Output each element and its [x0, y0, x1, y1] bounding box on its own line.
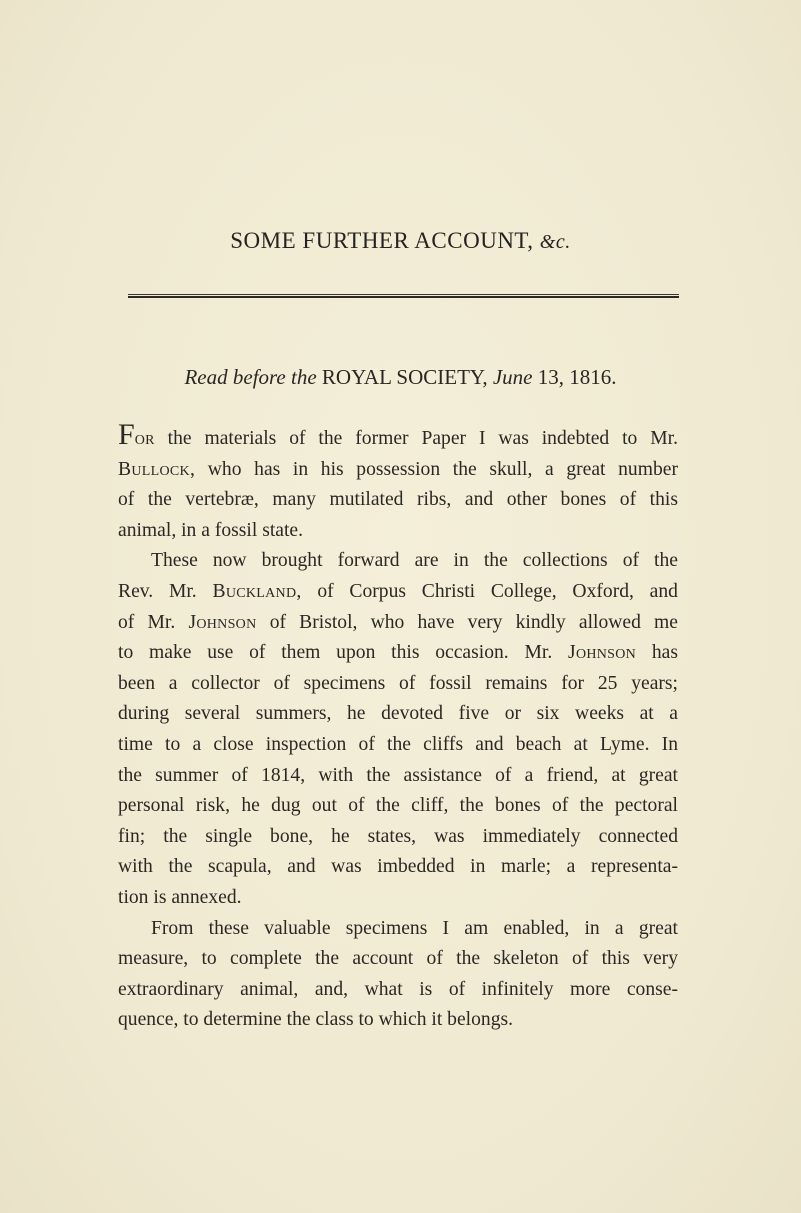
paragraph-2-line-7: time to a close inspection of the cliffs and beach at Lyme. In [118, 733, 678, 755]
paragraph-2-line-6: during several summers, he devoted five or six weeks at a [118, 703, 678, 725]
read-date-rest: 13, 1816. [537, 365, 617, 389]
page-heading [0, 228, 801, 254]
paragraph-1-line-1: For the materials of the former Paper I was indebted to Mr. [118, 418, 678, 451]
heading-etc: &c. [539, 231, 571, 253]
paragraph-2-line-3: of Mr. Johnson of Bristol, who have very kindly allowed me [118, 611, 678, 633]
paragraph-3-line-3: extraordinary animal, and, what is of infinitely more conse- [118, 978, 678, 1000]
paragraph-2-line-4: to make use of them upon this occasion. Mr. Johnson has [118, 642, 678, 664]
paragraph-2-line-12: tion is annexed. [118, 886, 242, 908]
paragraph-3-line-2: measure, to complete the account of the skeleton of this very [118, 948, 678, 970]
paragraph-1-line-2: Bullock, who has in his possession the skull, a great number [118, 458, 678, 480]
paragraph-2-line-9: personal risk, he dug out of the cliff, the bones of the pectoral [118, 795, 678, 817]
paragraph-2-line-8: the summer of 1814, with the assistance of a friend, at great [118, 764, 678, 786]
paragraph-2-line-1: These now brought forward are in the collections of the [151, 550, 678, 572]
read-before-prefix: Read before the [184, 365, 317, 389]
paragraph-2-line-10: fin; the single bone, he states, was immediately connected [118, 825, 678, 847]
heading-rule-thick [128, 296, 679, 298]
heading-rule-thin [128, 294, 679, 295]
body-text [118, 418, 678, 1036]
paragraph-2-line-5: been a collector of specimens of fossil remains for 25 years; [118, 672, 678, 694]
paragraph-1-line-3: of the vertebræ, many mutilated ribs, and other bones of this [118, 489, 678, 511]
paragraph-3-line-1: From these valuable specimens I am enabled, in a great [151, 917, 678, 939]
paragraph-2-line-2: Rev. Mr. Buckland, of Corpus Christi College, Oxford, and [118, 580, 678, 602]
read-before-line [0, 365, 801, 390]
paragraph-3-line-4: quence, to determine the class to which it belongs. [118, 1009, 514, 1031]
society-name: ROYAL SOCIETY, [321, 365, 488, 389]
paragraph-2-line-11: with the scapula, and was imbedded in marle; a representa- [118, 856, 678, 878]
paragraph-1-line-4: animal, in a fossil state. [118, 519, 304, 541]
drop-cap: F [118, 418, 135, 451]
heading-title: SOME FURTHER ACCOUNT, [230, 228, 534, 253]
read-date-month: June [492, 365, 533, 389]
